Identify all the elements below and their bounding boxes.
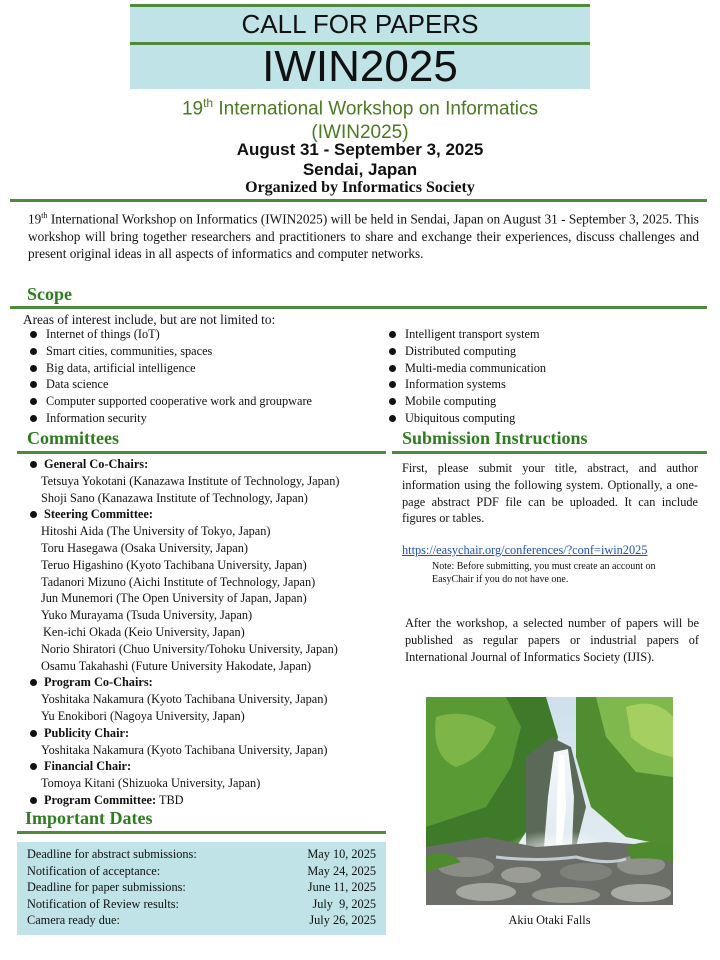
date-row: Notification of Review results: July 9, 2025 (27, 896, 376, 911)
waterfall-illustration (426, 697, 673, 905)
committee-member: Yuko Murayama (Tsuda University, Japan) (41, 608, 253, 623)
committee-member: Osamu Takahashi (Future University Hakodate, Japan) (41, 658, 312, 673)
scope-item: Data science (27, 376, 312, 393)
conference-name: IWIN2025 (262, 42, 458, 91)
program-committee-label: Program Committee: (44, 792, 157, 807)
committee-member: Yoshitaka Nakamura (Kyoto Tachibana University, Japan) (41, 692, 328, 707)
date-row: Camera ready due: July 26, 2025 (27, 913, 376, 928)
date-row: Notification of acceptance: May 24, 2025 (27, 863, 376, 878)
program-committee-line (27, 792, 339, 809)
scope-item: Information security (27, 410, 312, 427)
committee-member: Norio Shiratori (Chuo University/Tohoku University, Japan) (41, 641, 338, 656)
call-for-papers-text: CALL FOR PAPERS (241, 9, 479, 39)
intro-paragraph: 19th International Workshop on Informatics (IWIN2025) will be held in Sendai, Japan on August 31 - September 3, 2025. This workshop will bring together researchers and practitioners to share and exchange their experiences, discuss challenges and present original ideas in all aspects of informatics and computer networks. (28, 211, 699, 262)
committee-member: Toru Hasegawa (Osaka University, Japan) (41, 540, 248, 555)
event-location: Sendai, Japan (302, 160, 418, 179)
scope-item: Mobile computing (386, 393, 546, 410)
workshop-title: 19th International Workshop on Informatics (IWIN2025) (181, 96, 539, 144)
photo-caption: Akiu Otaki Falls (508, 913, 591, 927)
committee-member: Yu Enokibori (Nagoya University, Japan) (41, 708, 245, 723)
committee-member: Yoshitaka Nakamura (Kyoto Tachibana University, Japan) (41, 742, 328, 757)
committee-member: Jun Munemori (The Open University of Japan, Japan) (41, 591, 307, 606)
scope-item: Internet of things (IoT) (27, 326, 312, 343)
easychair-link[interactable]: https://easychair.org/conferences/?conf=iwin2025 (402, 543, 648, 557)
scope-item: Smart cities, communities, spaces (27, 343, 312, 360)
scope-list-left (27, 326, 312, 427)
committee-member: Hitoshi Aida (The University of Tokyo, Japan) (41, 524, 271, 539)
submission-rule (392, 451, 707, 454)
scope-list-right (386, 326, 546, 427)
program-committee-value: TBD (156, 792, 184, 807)
submission-note: Note: Before submitting, you must create an account on EasyChair if you do not have one. (432, 561, 656, 585)
organizer: Organized by Informatics Society (245, 179, 475, 196)
conference-name-banner (130, 42, 590, 91)
general-chairs-label: General Co-Chairs: (27, 456, 339, 473)
scope-item: Big data, artificial intelligence (27, 360, 312, 377)
scope-item: Distributed computing (386, 343, 546, 360)
committees-rule (17, 451, 386, 454)
submission-paragraph: First, please submit your title, abstract, and author information using the following system. Optionally, a one-page abstract PDF file can be uploaded. It can include figures or tables. (402, 461, 698, 526)
committee-member: Tadanori Mizuno (Aichi Institute of Technology, Japan) (41, 574, 316, 589)
workshop-abbr: (IWIN2025) (311, 122, 409, 144)
committee-member: Teruo Higashino (Kyoto Tachibana University, Japan) (41, 557, 307, 572)
financial-chair-label: Financial Chair: (27, 758, 339, 775)
program-chairs-label: Program Co-Chairs: (27, 674, 339, 691)
committee-member: Tetsuya Yokotani (Kanazawa Institute of Technology, Japan) (41, 473, 340, 488)
date-row: Deadline for paper submissions: June 11, 2025 (27, 880, 376, 895)
dates-panel (17, 842, 386, 935)
publicity-chair-label: Publicity Chair: (27, 725, 339, 742)
scope-lead: Areas of interest include, but are not limited to: (23, 312, 276, 327)
header-bottom-rule (10, 199, 707, 202)
committee-member: Shoji Sano (Kanazawa Institute of Technology, Japan) (41, 490, 308, 505)
scope-heading: Scope (27, 284, 72, 304)
committee-member: Tomoya Kitani (Shizuoka University, Japan) (41, 776, 261, 791)
steering-committee-label: Steering Committee: (27, 506, 339, 523)
scope-item: Intelligent transport system (386, 326, 546, 343)
committees-list (27, 456, 339, 809)
dates-heading: Important Dates (25, 808, 153, 828)
scope-rule (10, 306, 707, 309)
submission-heading: Submission Instructions (402, 428, 588, 448)
scope-item: Multi-media communication (386, 360, 546, 377)
publication-paragraph: After the workshop, a selected number of papers will be published as regular papers or industrial papers of International Journal of Informatics Society (IJIS). (405, 616, 699, 664)
dates-rule (17, 831, 386, 834)
committees-heading: Committees (27, 428, 119, 448)
date-row: Deadline for abstract submissions: May 10, 2025 (27, 847, 376, 861)
scope-item: Ubiquitous computing (386, 410, 546, 427)
scope-item: Information systems (386, 376, 546, 393)
scope-item: Computer supported cooperative work and groupware (27, 393, 312, 410)
event-dates: August 31 - September 3, 2025 (236, 140, 484, 159)
waterfall-photo (426, 697, 673, 905)
committee-member: Ken-ichi Okada (Keio University, Japan) (43, 624, 245, 639)
call-for-papers-banner (130, 7, 590, 42)
